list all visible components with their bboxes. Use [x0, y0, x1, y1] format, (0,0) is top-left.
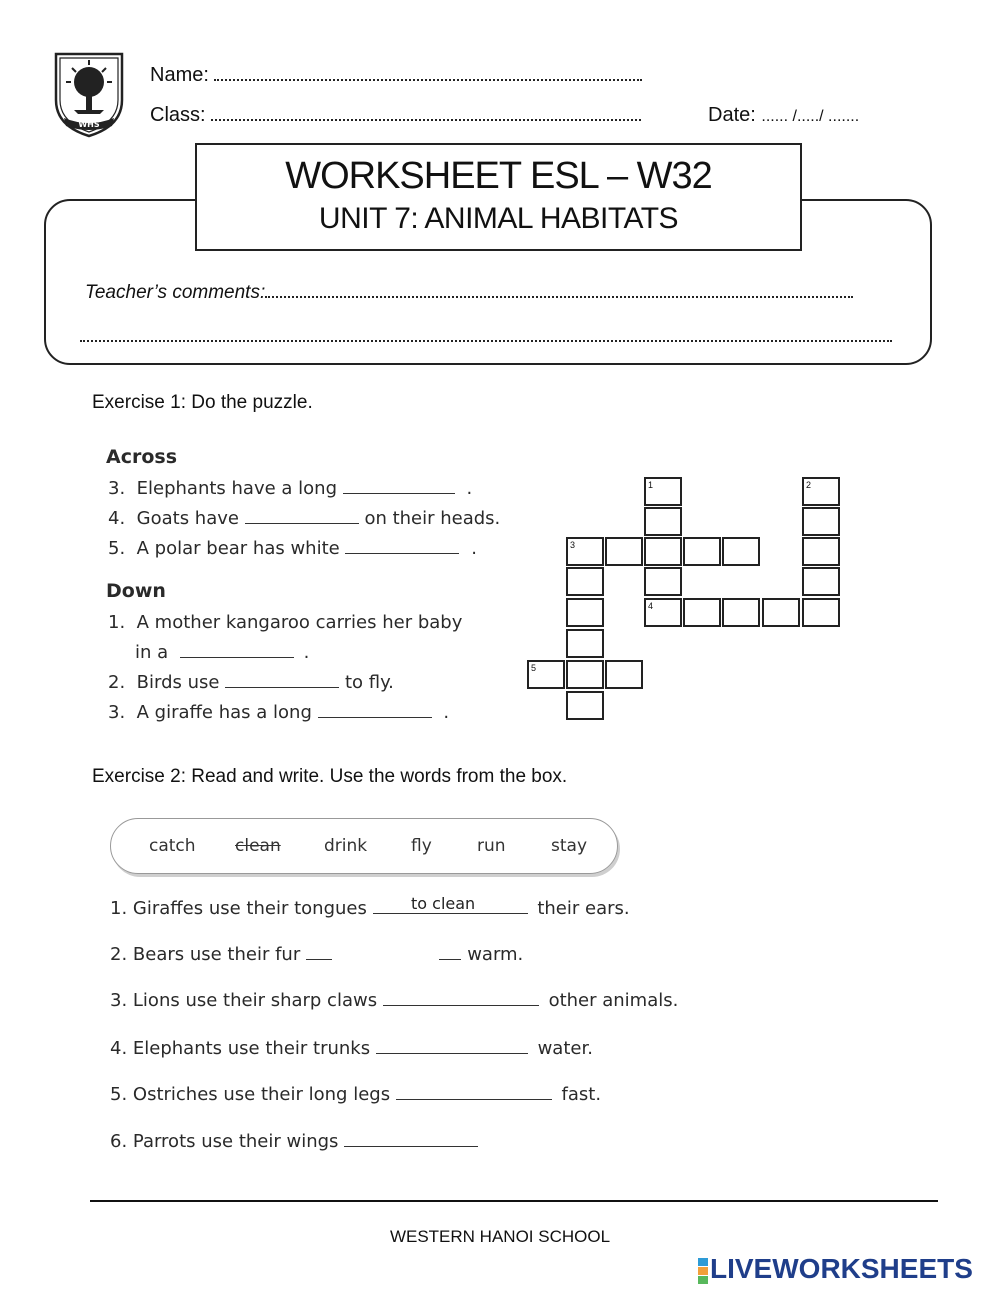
down-clue-1: 1. A mother kangaroo carries her baby [108, 612, 463, 633]
class-input-line[interactable] [211, 105, 641, 121]
logo-text: WHS [78, 120, 100, 129]
item-6-blank[interactable] [344, 1132, 478, 1147]
crossword-cell[interactable] [762, 598, 800, 627]
item-2-blank-b[interactable] [439, 945, 461, 960]
across-5-blank[interactable] [345, 539, 459, 554]
date-value[interactable]: ...... /...../ ....... [761, 108, 860, 125]
crossword-cell[interactable] [644, 507, 682, 536]
title-box [195, 143, 802, 251]
crossword-cell[interactable] [644, 567, 682, 596]
comments-line-1[interactable] [265, 282, 853, 298]
crossword-cell[interactable]: 1 [644, 477, 682, 506]
across-clue-3: 3. Elephants have a long . [108, 478, 473, 499]
word-run: run [477, 836, 506, 856]
crossword-cell[interactable] [605, 537, 643, 566]
school-name: WESTERN HANOI SCHOOL [389, 1227, 611, 1246]
word-catch: catch [149, 836, 196, 856]
name-label: Name: [150, 64, 209, 86]
exercise-1-title: Exercise 1: Do the puzzle. [92, 392, 313, 413]
down-clue-2: 2. Birds use to fly. [108, 672, 394, 693]
across-heading: Across [106, 446, 178, 468]
date-label: Date: [708, 104, 756, 126]
crossword-cell[interactable] [683, 537, 721, 566]
item-5-blank[interactable] [396, 1085, 552, 1100]
liveworksheets-logo-icon [698, 1257, 708, 1285]
crossword-cell[interactable] [605, 660, 643, 689]
crossword-cell[interactable] [802, 507, 840, 536]
exercise-2-item-4: 4. Elephants use their trunks water. [110, 1038, 593, 1059]
school-logo-emblem [50, 48, 128, 138]
crossword-cell[interactable]: 5 [527, 660, 565, 689]
word-fly: fly [411, 836, 432, 856]
item-2-blank-a[interactable] [306, 945, 332, 960]
exercise-2-item-5: 5. Ostriches use their long legs fast. [110, 1084, 602, 1105]
crossword-cell[interactable]: 3 [566, 537, 604, 566]
footer-divider [90, 1200, 938, 1202]
down-heading: Down [106, 580, 166, 602]
brand-text: LIVEWORKSHEETS [710, 1253, 973, 1284]
word-drink: drink [324, 836, 368, 856]
crossword-cell[interactable] [683, 598, 721, 627]
crossword-cell[interactable] [802, 598, 840, 627]
item-1-answer: to clean [411, 894, 476, 913]
class-label: Class: [150, 104, 206, 126]
crossword-cell[interactable] [644, 537, 682, 566]
name-field [150, 64, 642, 87]
down-clue-3: 3. A giraffe has a long . [108, 702, 450, 723]
crossword-cell[interactable]: 2 [802, 477, 840, 506]
across-3-blank[interactable] [343, 479, 455, 494]
exercise-2-item-2: 2. Bears use their fur warm. [110, 944, 524, 965]
down-2-blank[interactable] [225, 673, 339, 688]
worksheet-title: WORKSHEET ESL – W32 [285, 155, 712, 197]
exercise-2-title: Exercise 2: Read and write. Use the words from the box. [92, 766, 568, 787]
comments-label: Teacher’s comments: [85, 282, 266, 303]
exercise-2-item-3: 3. Lions use their sharp claws other animals. [110, 990, 679, 1011]
exercise-2-item-1: 1. Giraffes use their tongues their ears. [110, 898, 630, 919]
down-clue-1-cont: in a . [135, 642, 310, 663]
word-clean: clean [235, 836, 281, 856]
across-clue-4: 4. Goats have on their heads. [108, 508, 501, 529]
item-3-blank[interactable] [383, 991, 539, 1006]
crossword-cell[interactable] [566, 567, 604, 596]
word-stay: stay [551, 836, 588, 856]
crossword-cell[interactable] [566, 629, 604, 658]
crossword-cell[interactable] [566, 660, 604, 689]
down-1-blank[interactable] [180, 643, 294, 658]
crossword-cell[interactable] [722, 598, 760, 627]
crossword-cell[interactable] [566, 598, 604, 627]
liveworksheets-brand[interactable] [698, 1253, 973, 1285]
crossword-cell[interactable] [802, 537, 840, 566]
name-input-line[interactable] [214, 65, 642, 81]
comments-row [85, 282, 853, 304]
date-field [708, 104, 859, 127]
down-3-blank[interactable] [318, 703, 432, 718]
word-box [110, 818, 618, 874]
across-clue-5: 5. A polar bear has white . [108, 538, 477, 559]
crossword-cell[interactable] [722, 537, 760, 566]
unit-title: UNIT 7: ANIMAL HABITATS [318, 202, 679, 235]
crossword-cell[interactable]: 4 [644, 598, 682, 627]
crossword-cell[interactable] [566, 691, 604, 720]
exercise-2-item-6: 6. Parrots use their wings [110, 1131, 478, 1152]
crossword-cell[interactable] [802, 567, 840, 596]
class-field [150, 104, 641, 127]
across-4-blank[interactable] [245, 509, 359, 524]
item-4-blank[interactable] [376, 1039, 528, 1054]
comments-line-2[interactable] [80, 326, 892, 347]
